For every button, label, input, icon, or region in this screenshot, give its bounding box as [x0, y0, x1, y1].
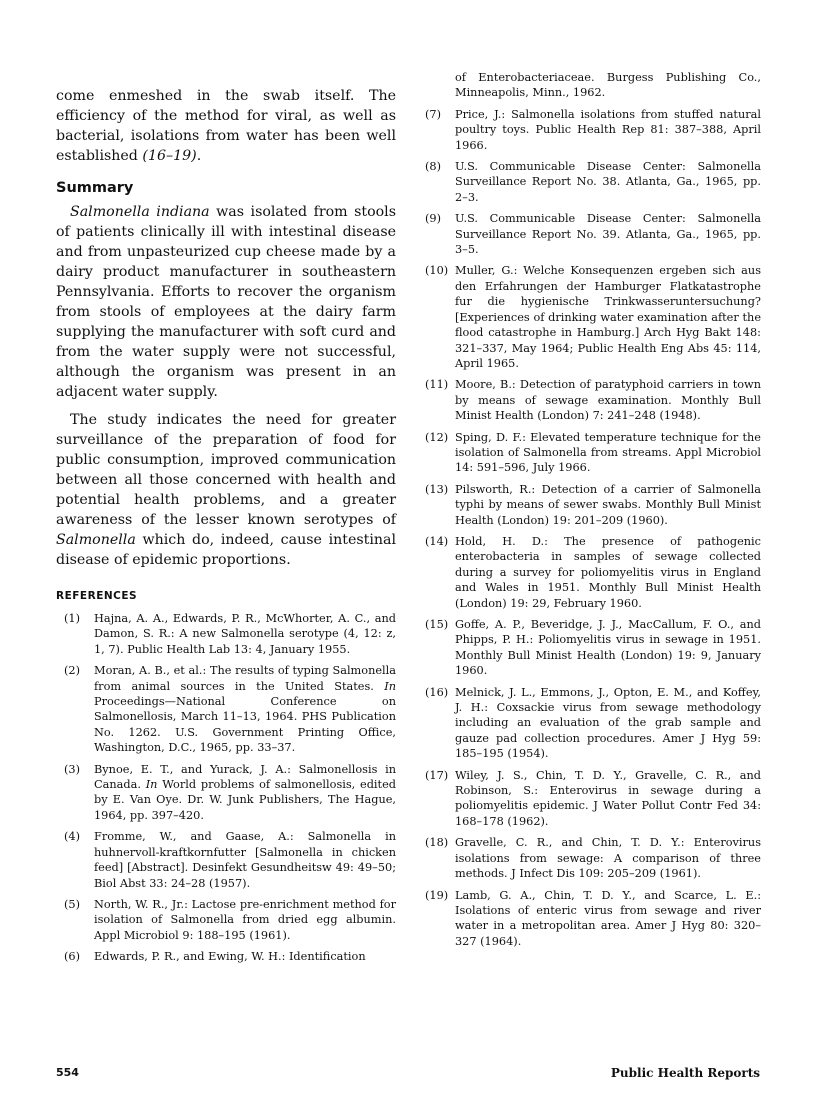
reference-item [56, 611, 396, 657]
reference-item [417, 835, 761, 881]
reference-text: Bynoe, E. T., and Yurack, J. A.: Salmonellosis in Canada. [94, 762, 396, 792]
paragraph-text: come enmeshed in the swab itself. The efficiency of the method for viral, as well as bacterial, isolations from water has been well established [56, 88, 396, 164]
paragraph-text: The study indicates the need for greater surveillance of the preparation of food for public consumption, improved communication between all those concerned with health and potential health problems, and a greater awareness of the lesser known serotypes of [56, 412, 396, 528]
paragraph-text: which do, indeed, cause intestinal disease of epidemic proportions. [56, 532, 396, 568]
reference-number: (10) [425, 264, 449, 278]
reference-number: (15) [425, 618, 449, 631]
reference-text: Wiley, J. S., Chin, T. D. Y., Gravelle, C. R., and Robinson, S.: Enterovirus in sewage during a poliomyelitis epidemic. J Water Pollut Contr Fed 34: 168–178 (1962). [455, 768, 761, 828]
reference-number: (11) [425, 378, 449, 392]
reference-text: North, W. R., Jr.: Lactose pre-enrichment method for isolation of Salmonella from dried egg albumin. Appl Microbiol 9: 188–195 (1961). [94, 897, 396, 942]
reference-item [417, 430, 761, 476]
reference-item [417, 768, 761, 830]
reference-text: Muller, G.: Welche Konsequenzen ergeben sich aus den Erfahrungen der Hamburger Flatkatastrophe fur die hygienische Trinkwasseruntersuchung? [Experiences of drinking water examination after the flood catastrophe in Hamburg.] Arch Hyg Bakt 148: 321–337, May 1964; Public Health Eng Abs 45: 114, April 1965. [455, 264, 761, 370]
reference-number: (3) [64, 762, 81, 776]
references-list-right [417, 107, 761, 949]
reference-item [417, 159, 761, 205]
reference-number: (5) [64, 897, 81, 911]
reference-text: U.S. Communicable Disease Center: Salmonella Surveillance Report No. 39. Atlanta, Ga., 1965, pp. 3–5. [455, 212, 761, 257]
reference-item [56, 949, 396, 964]
reference-item [417, 888, 761, 950]
reference-text: Proceedings—National Conference on Salmonellosis, March 11–13, 1964. PHS Publication No. 1262. U.S. Government Printing Office, Washington, D.C., 1965, pp. 33–37. [94, 695, 396, 755]
reference-item [417, 685, 761, 762]
reference-text: Hajna, A. A., Edwards, P. R., McWhorter, A. C., and Damon, S. R.: A new Salmonella serotype (4, 12: z, 1, 7). Public Health Lab 13: 4, January 1955. [94, 612, 396, 656]
reference-number: (19) [425, 888, 449, 902]
reference-number: (7) [425, 107, 442, 121]
summary-heading: Summary [56, 180, 134, 196]
journal-name: Public Health Reports [610, 1066, 760, 1080]
reference-number: (13) [425, 482, 449, 496]
references-list-left [56, 611, 396, 965]
reference-number: (18) [425, 836, 449, 850]
reference-number: (17) [425, 768, 449, 782]
page-number: 554 [56, 1066, 79, 1079]
reference-text: Price, J.: Salmonella isolations from stuffed natural poultry toys. Public Health Rep 81: 387–388, April 1966. [455, 107, 761, 152]
reference-text: Lamb, G. A., Chin, T. D. Y., and Scarce, L. E.: Isolations of enteric virus from sewage and river water in a metropolitan area. Amer J Hyg 80: 320–327 (1964). [455, 888, 761, 948]
reference-text: Hold, H. D.: The presence of pathogenic enterobacteria in samples of sewage collected during a survey for poliomyelitis virus in England and Wales in 1951. Monthly Bull Minist Health (London) 19: 29, February 1960. [455, 534, 761, 610]
summary-paragraph-1 [56, 202, 396, 402]
reference-text: Sping, D. F.: Elevated temperature technique for the isolation of Salmonella from streams. Appl Microbiol 14: 591–596, July 1966. [455, 430, 761, 475]
reference-number: (14) [425, 534, 449, 548]
reference-item [56, 663, 396, 755]
citation: (16–19) [142, 148, 197, 164]
punctuation: . [196, 148, 202, 164]
reference-item [56, 829, 396, 891]
reference-text: Goffe, A. P., Beveridge, J. J., MacCallum, F. O., and Phipps, P. H.: Poliomyelitis virus in sewage in 1951. Monthly Bull Minist Health (London) 19: 9, January 1960. [455, 618, 761, 678]
reference-text: Moran, A. B., et al.: The results of typing Salmonella from animal sources in the United States. [94, 664, 396, 693]
reference-number: (1) [64, 612, 81, 625]
reference-item [417, 263, 761, 371]
reference-text: Melnick, J. L., Emmons, J., Opton, E. M., and Koffey, J. H.: Coxsackie virus from sewage methodology including an evaluation of the grab sample and gauze pad collection procedures. Amer J Hyg 59: 185–195 (1954). [455, 685, 761, 761]
reference-italic: In [384, 679, 396, 693]
reference-number: (4) [64, 830, 81, 844]
reference-continuation: of Enterobacteriaceae. Burgess Publishing Co., Minneapolis, Minn., 1962. [455, 71, 761, 100]
left-column [56, 86, 396, 971]
reference-item [417, 534, 761, 611]
reference-item [56, 897, 396, 943]
organism-name: Salmonella indiana [70, 204, 210, 220]
paragraph-text: was isolated from stools of patients clinically ill with intestinal disease and from unpasteurized cup cheese made by a dairy product manufacturer in southeastern Pennsylvania. Efforts to recover the organism from stools of employees at the dairy farm supplying the manufacturer with soft curd and from the water supply were not successful, although the organism was present in an adjacent water supply. [56, 204, 396, 400]
reference-item [417, 482, 761, 528]
reference-number: (8) [425, 160, 442, 174]
reference-number: (16) [425, 685, 449, 699]
reference-text: Moore, B.: Detection of paratyphoid carriers in town by means of sewage examination. Monthly Bull Minist Health (London) 7: 241–248 (1948). [455, 378, 761, 423]
reference-item [56, 762, 396, 824]
reference-item [417, 107, 761, 153]
reference-text: Gravelle, C. R., and Chin, T. D. Y.: Enterovirus isolations from sewage: A comparison of three methods. J Infect Dis 109: 205–209 (1961). [455, 836, 761, 881]
reference-text: U.S. Communicable Disease Center: Salmonella Surveillance Report No. 38. Atlanta, Ga., 1965, pp. 2–3. [455, 160, 761, 204]
reference-number: (9) [425, 212, 442, 226]
reference-number: (12) [425, 430, 449, 444]
summary-paragraph-2 [56, 410, 396, 570]
reference-text: Edwards, P. R., and Ewing, W. H.: Identification [94, 950, 366, 964]
right-column [417, 71, 761, 955]
references-heading: REFERENCES [56, 590, 138, 602]
reference-number: (2) [64, 664, 81, 678]
reference-italic: In [145, 778, 158, 792]
reference-text: Fromme, W., and Gaase, A.: Salmonella in huhnervoll-kraftkornfutter [Salmonella in chicken feed] [Abstract]. Desinfekt Gesundheitsw 49: 49–50; Biol Abst 33: 24–28 (1957). [94, 830, 396, 890]
reference-text: World problems of salmonellosis, edited by E. Van Oye. Dr. W. Junk Publishers, The Hague, 1964, pp. 397–420. [94, 778, 396, 822]
reference-text: Pilsworth, R.: Detection of a carrier of Salmonella typhi by means of sewer swabs. Monthly Bull Minist Health (London) 19: 201–209 (1960). [455, 482, 761, 527]
reference-item [417, 617, 761, 679]
reference-item [417, 211, 761, 257]
reference-number: (6) [64, 950, 81, 964]
reference-item [417, 377, 761, 423]
organism-name: Salmonella [56, 532, 136, 548]
continued-paragraph [56, 86, 396, 166]
